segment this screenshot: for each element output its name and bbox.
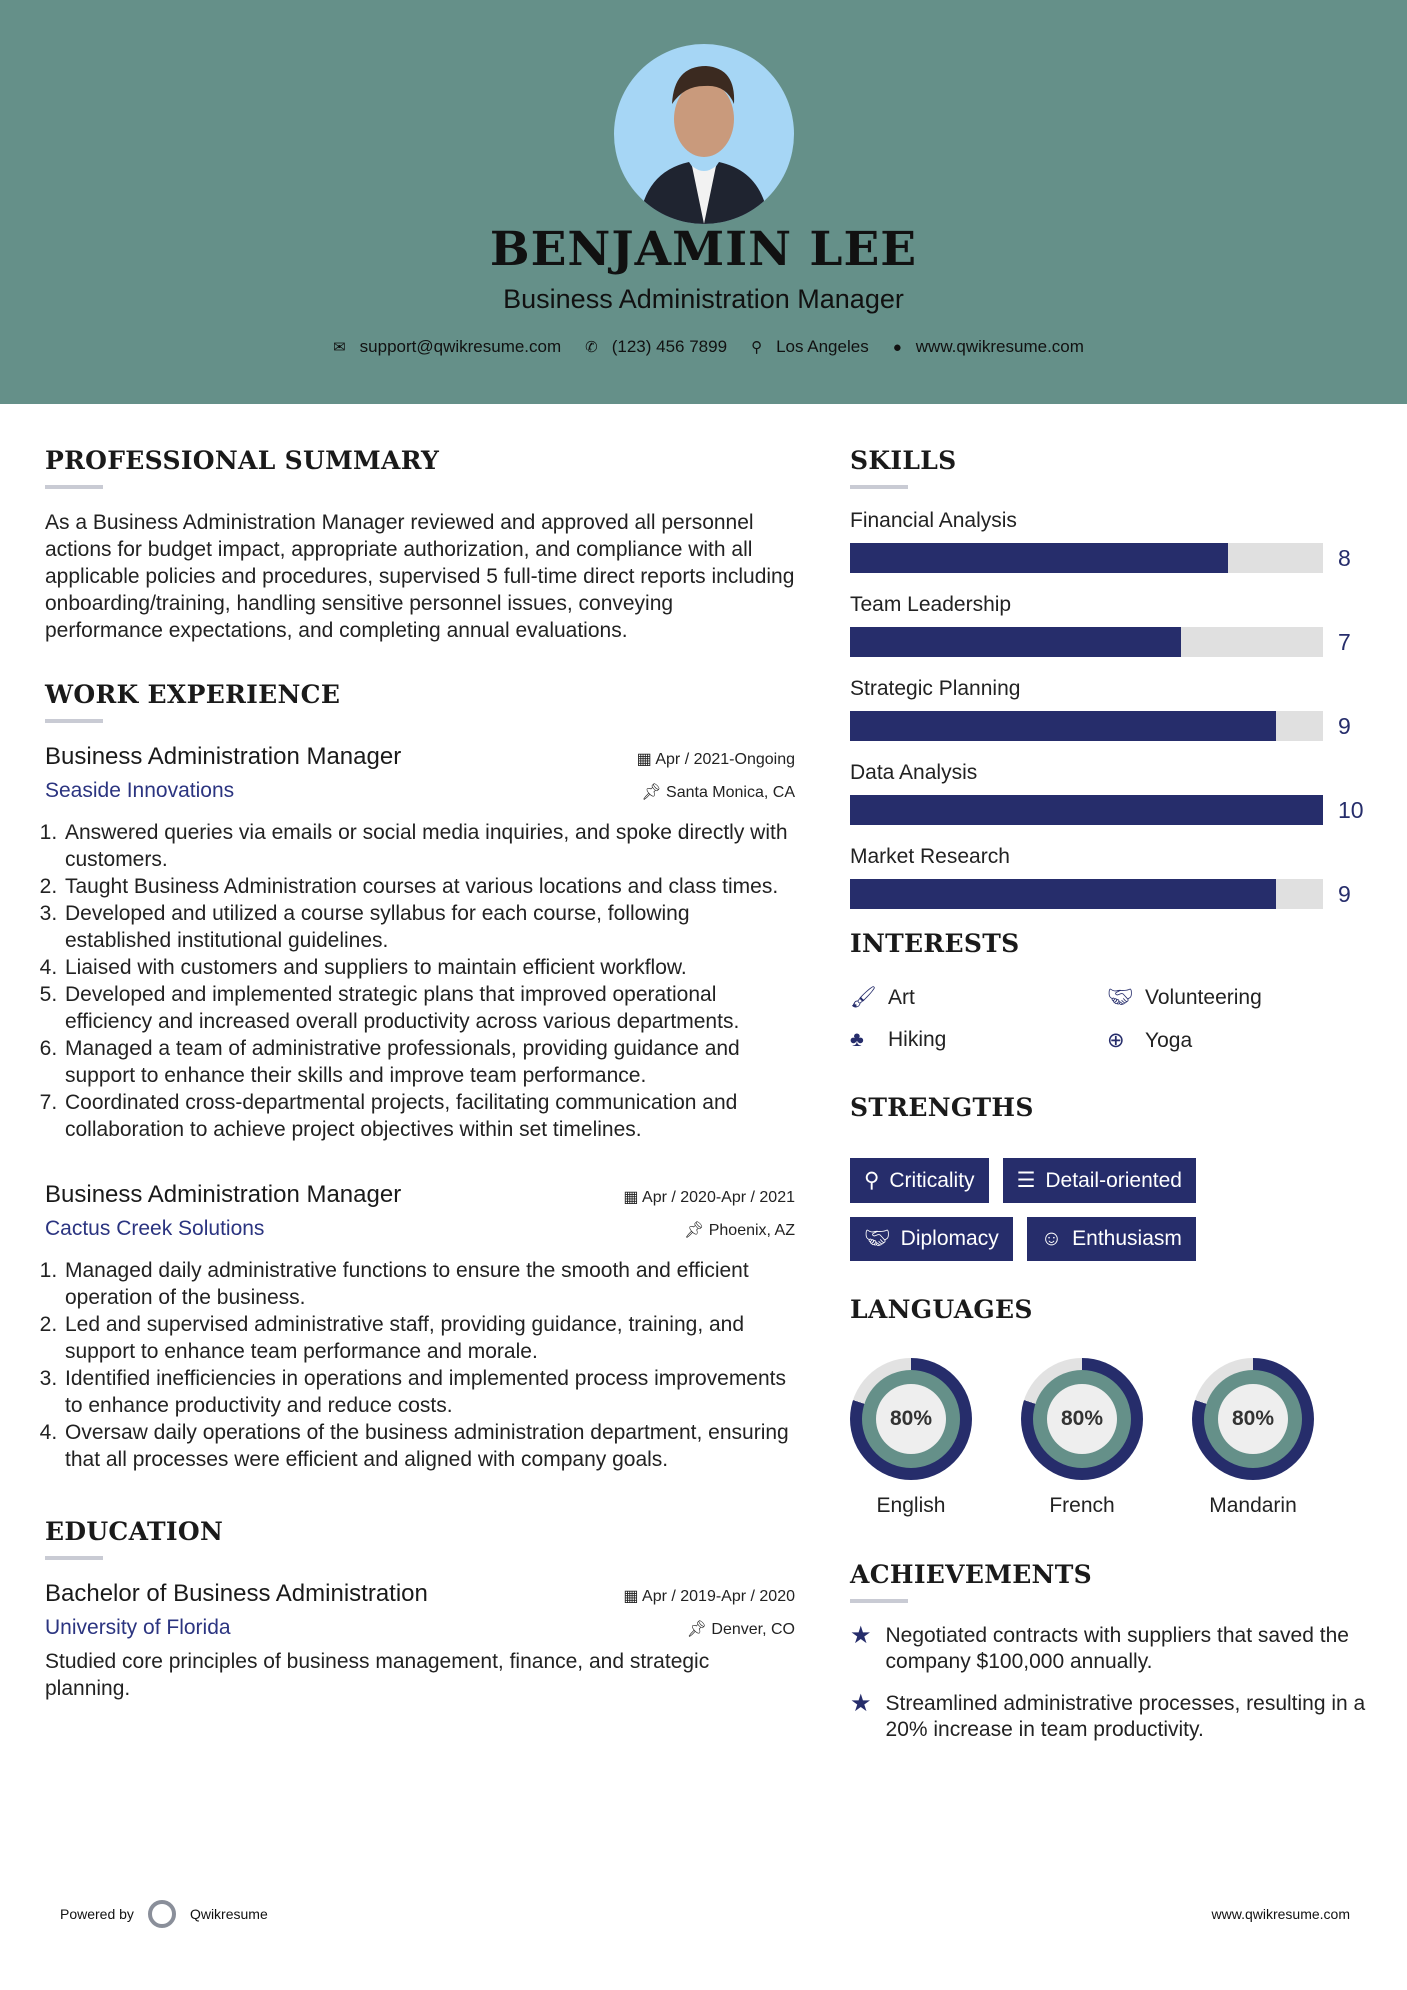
email-icon: ✉ bbox=[333, 339, 346, 356]
achievement-item: ★ Streamlined administrative processes, resulting in a 20% increase in team productivity. bbox=[850, 1690, 1366, 1741]
skill-bar-fill bbox=[850, 795, 1323, 825]
list-item: 5. Developed and implemented strategic plans that improved operational efficiency and increased overall productivity across various departments. bbox=[63, 981, 795, 1035]
list-icon: ☰ bbox=[1016, 1169, 1036, 1192]
job-title: Business Administration Manager bbox=[45, 1181, 402, 1208]
company-name: Cactus Creek Solutions bbox=[45, 1217, 265, 1240]
education-location: 📌︎ Denver, CO bbox=[686, 1621, 795, 1638]
language-item bbox=[1192, 1358, 1314, 1518]
left-column bbox=[45, 446, 795, 1702]
skill-value: 9 bbox=[1338, 880, 1351, 907]
tree-icon: ♣ bbox=[850, 1028, 864, 1051]
resume-header bbox=[0, 0, 1407, 404]
interest-item: ♣ Hiking bbox=[850, 1028, 947, 1051]
skill-value: 7 bbox=[1338, 628, 1351, 655]
strength-tag: 🤝︎ Diplomacy bbox=[850, 1217, 1013, 1261]
profile-photo bbox=[614, 44, 794, 224]
section-heading: PROFESSIONAL SUMMARY bbox=[45, 446, 440, 475]
skill-bar bbox=[850, 543, 1323, 573]
star-icon: ★ bbox=[850, 1622, 872, 1649]
phone-icon: ✆ bbox=[585, 339, 598, 356]
skill-bar bbox=[850, 795, 1323, 825]
job-duties bbox=[63, 1257, 795, 1473]
skill-value: 9 bbox=[1338, 712, 1351, 739]
brand-link[interactable]: Qwikresume bbox=[189, 1906, 268, 1922]
job-entry bbox=[45, 743, 795, 1143]
section-heading: ACHIEVEMENTS bbox=[850, 1560, 1092, 1589]
skill-name: Team Leadership bbox=[850, 593, 1012, 616]
skill-item bbox=[850, 677, 1370, 741]
globe-icon: ● bbox=[892, 338, 902, 356]
section-heading: INTERESTS bbox=[850, 929, 1020, 958]
list-item: 3. Identified inefficiencies in operations and implemented process improvements to enhance productivity and reduce costs. bbox=[63, 1365, 795, 1419]
right-column bbox=[850, 446, 1370, 1759]
school-name: University of Florida bbox=[45, 1616, 231, 1639]
heading-underline bbox=[45, 719, 103, 723]
candidate-title: Business Administration Manager bbox=[503, 284, 904, 314]
smile-icon: ☺ bbox=[1040, 1227, 1063, 1250]
skill-bar-fill bbox=[850, 879, 1276, 909]
language-item bbox=[1021, 1358, 1143, 1518]
section-heading: SKILLS bbox=[850, 446, 957, 475]
job-duties bbox=[63, 819, 795, 1143]
paintbrush-icon: 🖌︎ bbox=[850, 986, 877, 1009]
heading-underline bbox=[45, 485, 103, 489]
section-heading: LANGUAGES bbox=[850, 1295, 1033, 1324]
strength-tag: ☺ Enthusiasm bbox=[1027, 1217, 1196, 1261]
language-item bbox=[850, 1358, 972, 1518]
skill-bar bbox=[850, 879, 1323, 909]
job-title: Business Administration Manager bbox=[45, 743, 402, 770]
skill-bar bbox=[850, 627, 1323, 657]
skill-name: Financial Analysis bbox=[850, 509, 1017, 532]
calendar-icon: ▦ bbox=[636, 751, 656, 768]
list-item: 2. Taught Business Administration courses at various locations and class times. bbox=[63, 873, 795, 900]
qwikresume-logo-icon bbox=[148, 1900, 176, 1928]
language-name: English bbox=[876, 1494, 946, 1517]
interest-item: ⊕ Yoga bbox=[1107, 1029, 1193, 1052]
section-heading: STRENGTHS bbox=[850, 1093, 1034, 1122]
pin-icon: 📌︎ bbox=[683, 1222, 709, 1239]
interests-list bbox=[850, 986, 1370, 1053]
handshake-icon: 🤝︎ bbox=[1107, 986, 1134, 1009]
heading-underline bbox=[850, 1599, 908, 1603]
location-pin-icon: ⚲ bbox=[751, 339, 763, 356]
skill-name: Strategic Planning bbox=[850, 677, 1021, 700]
skill-item bbox=[850, 761, 1370, 825]
life-ring-icon: ⊕ bbox=[1107, 1029, 1125, 1052]
list-item: 3. Developed and utilized a course syllabus for each course, following established institutional guidelines. bbox=[63, 900, 795, 954]
education-date: ▦ Apr / 2019-Apr / 2020 bbox=[623, 1588, 795, 1605]
pin-icon: 📌︎ bbox=[641, 784, 667, 801]
contact-location: Los Angeles bbox=[776, 337, 869, 356]
skill-value: 10 bbox=[1338, 796, 1364, 823]
skill-bar-fill bbox=[850, 711, 1276, 741]
list-item: 6. Managed a team of administrative professionals, providing guidance and support to enhance their skills and improve team performance. bbox=[63, 1035, 795, 1089]
contact-phone: (123) 456 7899 bbox=[611, 337, 728, 356]
language-percent: 80% bbox=[1047, 1384, 1117, 1454]
heading-spacer bbox=[850, 1334, 908, 1338]
heading-spacer bbox=[850, 968, 908, 972]
section-heading: EDUCATION bbox=[45, 1517, 224, 1546]
language-donut bbox=[1021, 1358, 1143, 1480]
list-item: 4. Liaised with customers and suppliers to maintain efficient workflow. bbox=[63, 954, 795, 981]
list-item: 2. Led and supervised administrative staff, providing guidance, training, and support to enhance team performance and morale. bbox=[63, 1311, 795, 1365]
calendar-icon: ▦ bbox=[623, 1588, 643, 1605]
job-date: ▦ Apr / 2020-Apr / 2021 bbox=[623, 1189, 795, 1206]
language-name: French bbox=[1049, 1494, 1115, 1517]
company-name: Seaside Innovations bbox=[45, 779, 235, 802]
skill-item bbox=[850, 593, 1370, 657]
skill-item bbox=[850, 509, 1370, 573]
achievement-item: ★ Negotiated contracts with suppliers that saved the company $100,000 annually. bbox=[850, 1622, 1349, 1673]
language-name: Mandarin bbox=[1209, 1494, 1297, 1517]
contact-email[interactable]: support@qwikresume.com bbox=[359, 337, 562, 356]
degree: Bachelor of Business Administration bbox=[45, 1580, 428, 1607]
skill-bar bbox=[850, 711, 1323, 741]
strengths-list bbox=[850, 1158, 1320, 1261]
skill-name: Data Analysis bbox=[850, 761, 978, 784]
job-location: 📌︎ Phoenix, AZ bbox=[683, 1222, 795, 1239]
job-entry bbox=[45, 1181, 795, 1473]
list-item: 1. Managed daily administrative functions to ensure the smooth and efficient operation of the business. bbox=[63, 1257, 795, 1311]
heading-underline bbox=[45, 1556, 103, 1560]
contact-row bbox=[0, 337, 1407, 357]
education-text: Studied core principles of business management, finance, and strategic planning. bbox=[45, 1650, 710, 1700]
skill-name: Market Research bbox=[850, 845, 1010, 868]
interest-item: 🤝︎ Volunteering bbox=[1107, 986, 1262, 1009]
language-donut bbox=[1192, 1358, 1314, 1480]
skills-list bbox=[850, 509, 1370, 909]
powered-by-label: Powered by bbox=[60, 1906, 134, 1922]
list-item: 4. Oversaw daily operations of the business administration department, ensuring that all processes were efficient and aligned with company goals. bbox=[63, 1419, 795, 1473]
candidate-name: BENJAMIN LEE bbox=[489, 222, 918, 277]
job-location: 📌︎ Santa Monica, CA bbox=[641, 784, 795, 801]
search-icon: ⚲ bbox=[864, 1169, 880, 1192]
summary-text: As a Business Administration Manager reviewed and approved all personnel actions for budget impact, appropriate authorization, and compliance with all applicable policies and procedures, supervised 5 full-time direct reports including onboarding/training, handling sensitive personnel issues, conveying performance expectations, and completing annual evaluations. bbox=[45, 511, 795, 642]
interest-item: 🖌︎ Art bbox=[850, 986, 915, 1009]
job-date: ▦ Apr / 2021-Ongoing bbox=[636, 751, 795, 768]
pin-icon: 📌︎ bbox=[686, 1621, 712, 1638]
heading-spacer bbox=[850, 1132, 908, 1136]
skill-item bbox=[850, 845, 1370, 909]
contact-website[interactable]: www.qwikresume.com bbox=[915, 337, 1084, 356]
skill-bar-fill bbox=[850, 627, 1181, 657]
language-donut bbox=[850, 1358, 972, 1480]
language-percent: 80% bbox=[1218, 1384, 1288, 1454]
section-heading: WORK EXPERIENCE bbox=[45, 680, 341, 709]
calendar-icon: ▦ bbox=[623, 1189, 643, 1206]
heading-underline bbox=[850, 485, 908, 489]
list-item: 7. Coordinated cross-departmental projects, facilitating communication and collaboration to achieve project objectives within set timelines. bbox=[63, 1089, 795, 1143]
handshake-icon: 🤝︎ bbox=[864, 1227, 891, 1250]
footer bbox=[60, 1900, 1350, 1928]
languages-list bbox=[850, 1358, 1370, 1518]
footer-website[interactable]: www.qwikresume.com bbox=[1211, 1906, 1350, 1922]
star-icon: ★ bbox=[850, 1690, 872, 1717]
skill-value: 8 bbox=[1338, 544, 1351, 571]
list-item: 1. Answered queries via emails or social media inquiries, and spoke directly with customers. bbox=[63, 819, 795, 873]
strength-tag: ☰ Detail-oriented bbox=[1003, 1158, 1196, 1203]
skill-bar-fill bbox=[850, 543, 1228, 573]
language-percent: 80% bbox=[876, 1384, 946, 1454]
strength-tag: ⚲ Criticality bbox=[850, 1158, 989, 1203]
